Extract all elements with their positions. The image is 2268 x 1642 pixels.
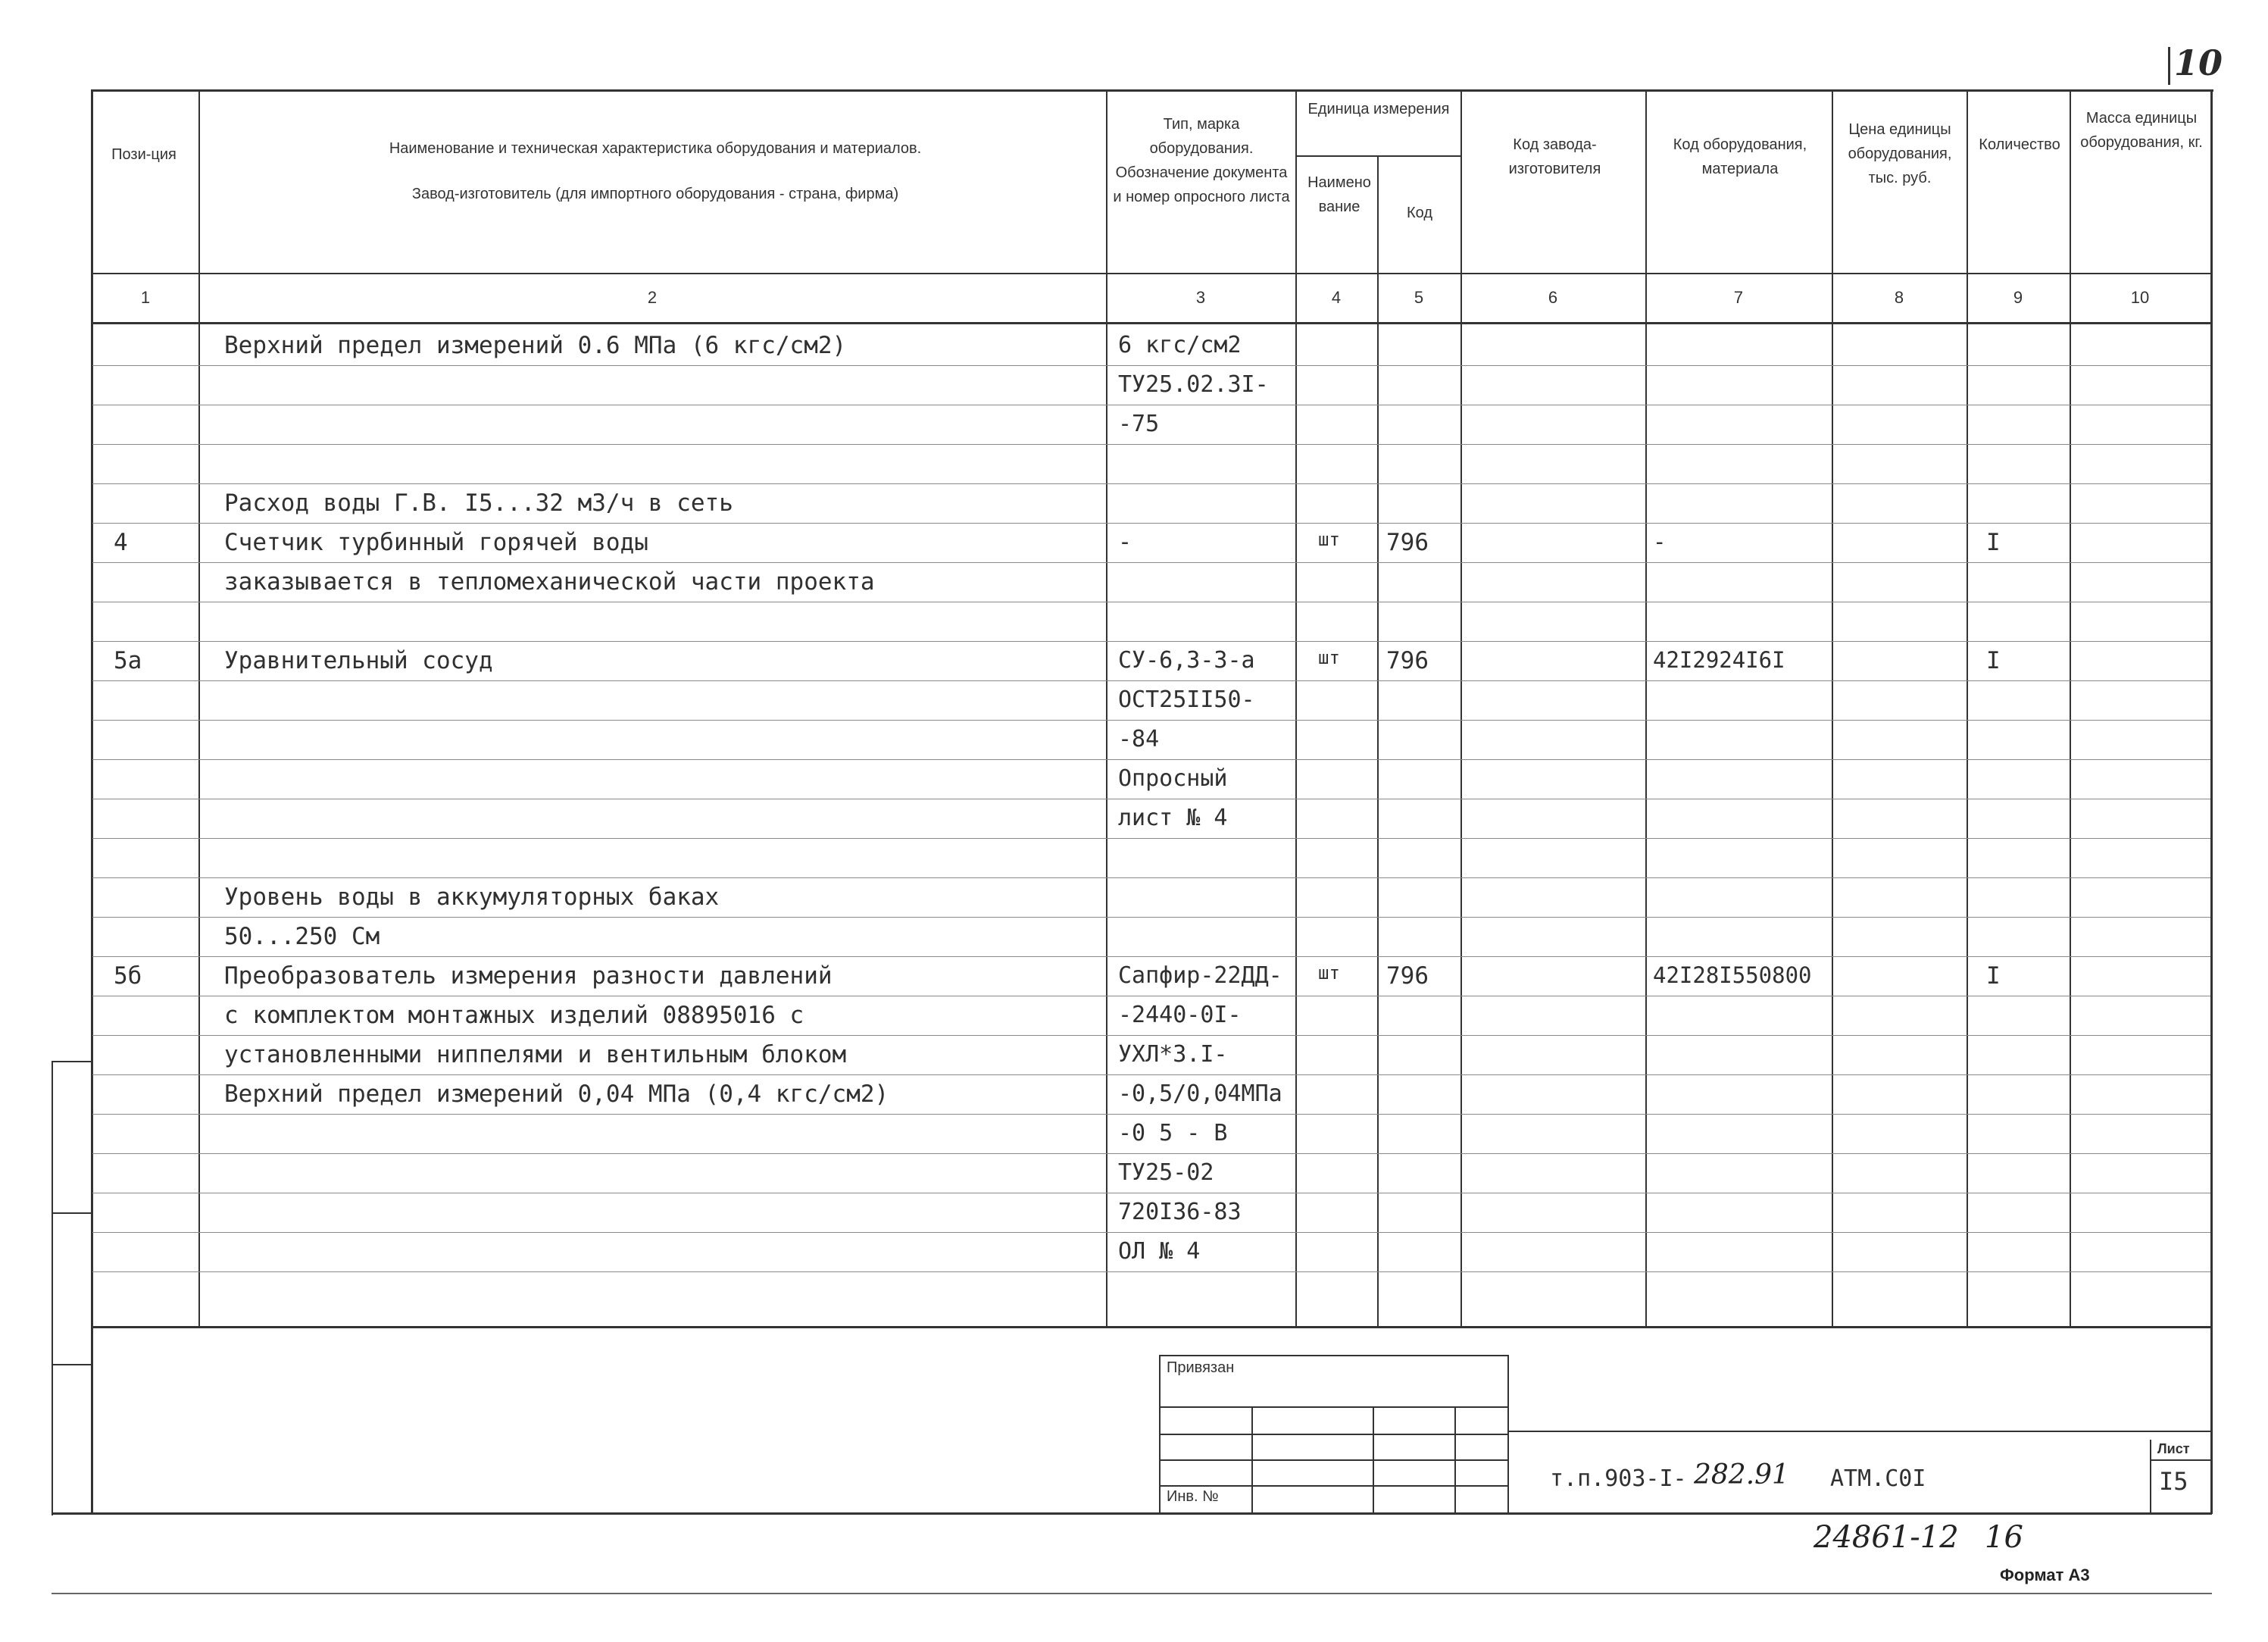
header-unit-code: Код <box>1406 205 1432 221</box>
col-divider-8 <box>1967 89 1968 1326</box>
header-unit: Единица измерения <box>1307 101 1450 117</box>
row-quantity: I <box>1986 962 2001 990</box>
stamp-inv-label: Инв. № <box>1167 1488 1219 1505</box>
row-name: Верхний предел измерений 0,04 МПа (0,4 кгс/см2) <box>224 1081 889 1108</box>
doc-mark: АТМ.С0I <box>1830 1465 1926 1492</box>
row-type: -0,5/0,04МПа <box>1118 1081 1282 1107</box>
colnum-bottom-line <box>92 322 2212 324</box>
row-quantity: I <box>1986 647 2001 674</box>
format-label: Формат А3 <box>2000 1565 2090 1584</box>
stamp-line-1 <box>1161 1406 1509 1408</box>
row-type: СУ-6,3-3-а <box>1118 647 1255 674</box>
row-divider <box>92 917 2210 918</box>
row-name: Преобразователь измерения разности давлений <box>224 962 833 990</box>
row-name: 50...250 См <box>224 923 380 950</box>
sheet-label: Лист <box>2157 1441 2190 1456</box>
row-unit-code: 796 <box>1386 647 1429 674</box>
row-unit: шт <box>1318 529 1340 550</box>
col-divider-6 <box>1645 89 1647 1326</box>
row-type: ТУ25-02 <box>1118 1159 1214 1186</box>
row-unit: шт <box>1318 962 1340 984</box>
row-name: Уровень воды в аккумуляторных баках <box>224 884 720 911</box>
row-divider <box>92 956 2210 957</box>
table-top-border <box>92 89 2213 92</box>
handwritten-reference: 24861-12 <box>1813 1520 1959 1555</box>
row-divider <box>92 1153 2210 1154</box>
col-divider-2 <box>1106 89 1107 1326</box>
row-unit-code: 796 <box>1386 529 1429 556</box>
colnum-10: 10 <box>2130 288 2150 307</box>
row-equipment-code: - <box>1653 529 1667 555</box>
row-divider <box>92 1074 2210 1075</box>
row-name: Уравнительный сосуд <box>224 647 493 674</box>
row-divider <box>92 641 2210 642</box>
col-divider-7 <box>1832 89 1833 1326</box>
row-divider <box>92 838 2210 839</box>
row-name: Счетчик турбинный горячей воды <box>224 529 648 556</box>
col-divider-1 <box>198 89 200 1326</box>
col-divider-4 <box>1377 155 1379 1326</box>
table-right-border <box>2210 89 2213 1514</box>
row-divider <box>92 483 2210 484</box>
header-position: Пози-ция <box>111 146 177 163</box>
row-equipment-code: 42I2924I6I <box>1653 647 1785 673</box>
row-name: Верхний предел измерений 0.6 МПа (6 кгс/см2) <box>224 332 847 359</box>
row-type: ТУ25.02.3I- <box>1118 371 1269 398</box>
header-bottom-line <box>92 273 2212 274</box>
header-mass: Масса единицы оборудования, кг. <box>2080 110 2203 151</box>
page-bottom-edge <box>52 1593 2212 1594</box>
row-type: -2440-0I- <box>1118 1002 1242 1028</box>
row-divider <box>92 562 2210 563</box>
row-equipment-code: 42I28I550800 <box>1653 962 1812 988</box>
row-unit-code: 796 <box>1386 962 1429 990</box>
row-divider <box>92 444 2210 445</box>
row-divider <box>92 720 2210 721</box>
colnum-6: 6 <box>1548 288 1558 307</box>
header-quantity: Количество <box>1979 136 2060 153</box>
row-type: ОЛ № 4 <box>1118 1238 1201 1265</box>
stamp-line-3 <box>1161 1459 1509 1461</box>
row-position: 4 <box>114 529 128 556</box>
row-type: 6 кгс/см2 <box>1118 332 1242 358</box>
stamp-inner-v2 <box>1373 1406 1374 1512</box>
row-name: установленными ниппелями и вентильным блоком <box>224 1041 847 1068</box>
sheet-number: I5 <box>2159 1467 2188 1496</box>
col-divider-5 <box>1460 89 1462 1326</box>
row-name: заказывается в тепломеханической части проекта <box>224 568 875 596</box>
row-divider <box>92 365 2210 366</box>
page-bottom-line <box>52 1512 2212 1515</box>
row-position: 5а <box>114 647 142 674</box>
header-name-line2: Завод-изготовитель (для импортного оборудования - страна, фирма) <box>411 186 899 202</box>
binding-strip-tick-2 <box>52 1212 92 1214</box>
header-unit-name: Наименование <box>1307 174 1371 215</box>
header-equipment-code: Код оборудования, материала <box>1673 136 1807 177</box>
row-divider <box>92 1232 2210 1233</box>
doc-code-prefix: т.п.903-I- <box>1550 1465 1687 1492</box>
colnum-4: 4 <box>1331 288 1342 307</box>
stamp-code-top <box>1509 1431 2210 1432</box>
doc-code-handwritten: 282.91 <box>1694 1459 1789 1490</box>
row-divider <box>92 680 2210 681</box>
row-type: 720I36-83 <box>1118 1199 1242 1225</box>
colnum-8: 8 <box>1894 288 1904 307</box>
col-divider-3 <box>1295 89 1297 1326</box>
colnum-5: 5 <box>1414 288 1424 307</box>
stamp-line-2 <box>1161 1434 1509 1435</box>
table-body-bottom-line <box>92 1326 2212 1328</box>
row-divider <box>92 877 2210 878</box>
row-type: ОСТ25II50- <box>1118 687 1255 713</box>
corner-mark-line <box>2168 47 2170 85</box>
row-name: с комплектом монтажных изделий 08895016 с <box>224 1002 804 1029</box>
binding-strip-line <box>52 1061 53 1515</box>
stamp-box-top <box>1161 1355 1509 1356</box>
row-type: - <box>1118 529 1132 555</box>
header-name-line1: Наименование и техническая характеристика оборудования и материалов. <box>389 140 922 157</box>
stamp-sheet-box-line <box>2151 1459 2210 1461</box>
row-divider <box>92 759 2210 760</box>
sheet-corner-number: 10 <box>2174 42 2223 83</box>
header-type: Тип, марка оборудования. Обозначение документа и номер опросного листа <box>1113 116 1290 205</box>
header-price: Цена единицы оборудования, тыс. руб. <box>1848 121 1952 186</box>
stamp-sheet-box-left <box>2150 1440 2151 1514</box>
stamp-inner-v3 <box>1454 1406 1456 1512</box>
row-position: 5б <box>114 962 142 990</box>
colnum-3: 3 <box>1195 288 1206 307</box>
row-type: Опросный <box>1118 765 1228 792</box>
colnum-9: 9 <box>2013 288 2023 307</box>
colnum-2: 2 <box>647 288 658 307</box>
row-type: -75 <box>1118 411 1160 437</box>
row-divider <box>92 1271 2210 1272</box>
colnum-7: 7 <box>1733 288 1744 307</box>
row-divider <box>92 1114 2210 1115</box>
row-divider <box>92 1035 2210 1036</box>
binding-strip-tick-3 <box>52 1364 92 1365</box>
stamp-privyazan-label: Привязан <box>1167 1359 1235 1376</box>
handwritten-page: 16 <box>1985 1520 2023 1555</box>
colnum-1: 1 <box>140 288 151 307</box>
header-maker-code: Код завода-изготовителя <box>1508 136 1601 177</box>
row-divider <box>92 523 2210 524</box>
row-type: -84 <box>1118 726 1160 752</box>
row-type: Сапфир-22ДД- <box>1118 962 1282 989</box>
binding-strip-tick-1 <box>52 1061 92 1062</box>
row-quantity: I <box>1986 529 2001 556</box>
unit-subheader-line <box>1297 155 1460 157</box>
stamp-line-4 <box>1161 1485 1509 1487</box>
row-type: -0 5 - В <box>1118 1120 1228 1146</box>
col-divider-9 <box>2070 89 2071 1326</box>
row-type: УХЛ*3.I- <box>1118 1041 1228 1068</box>
row-name: Расход воды Г.В. I5...32 м3/ч в сеть <box>224 489 733 517</box>
row-type: лист № 4 <box>1118 805 1228 831</box>
stamp-inner-v1 <box>1251 1406 1253 1512</box>
row-unit: шт <box>1318 647 1340 668</box>
